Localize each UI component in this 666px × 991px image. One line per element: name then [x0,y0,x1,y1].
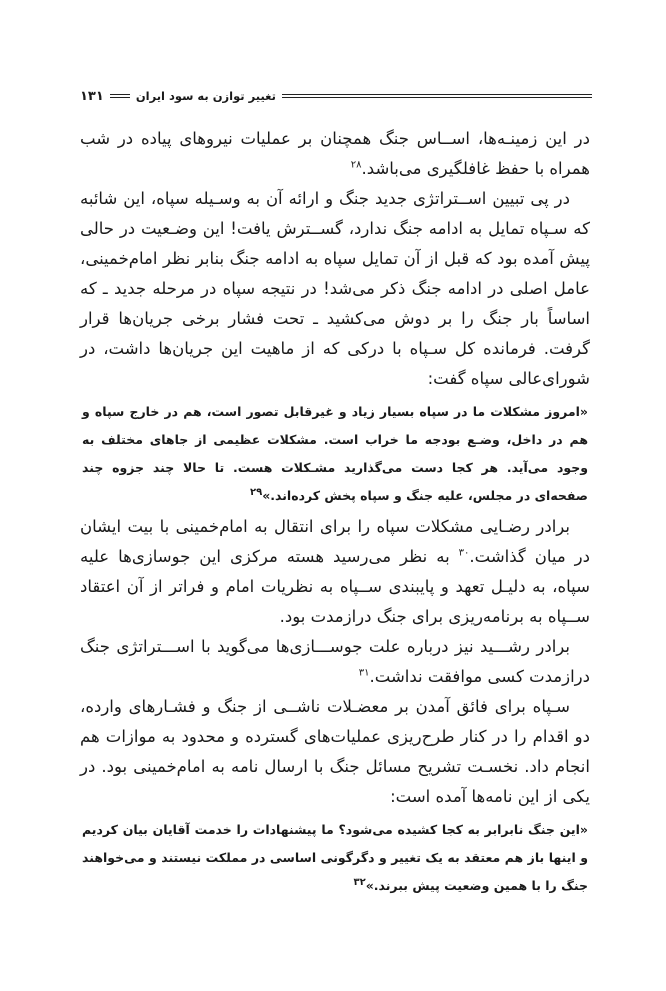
quote-2-text: «این جنگ نابرابر به کجا کشیده می‌شود؟ ما پیشنهادات را خدمت آقایان بیان کردیم و اینها باز هم معتقد به یک تغییر و دگرگونی اساسی در مملکت نیستند و می‌خواهند جنگ را با همین وضعیت پیش ببرند.» [82,822,588,893]
footnote-ref-29: ۲۹ [249,486,263,498]
paragraph-1-text: در این زمینـه‌ها، اســاس جنگ همچنان بر عملیات نیروهای پیاده در شب همراه با حفظ غافلگیری می‌باشد. [80,129,590,178]
page-body [80,124,590,902]
running-header [80,86,592,106]
page-number: ۱۳۱ [80,88,104,104]
footnote-ref-28: ۲۸ [350,159,362,171]
paragraph-4-text: برادر رشـــید نیز درباره علت جوســـازی‌ها می‌گوید با اســـتراتژی جنگ درازمدت کسی موافقت نداشت. [80,637,590,686]
quote-1 [80,398,590,510]
footnote-ref-31: ۳۱ [358,667,370,679]
paragraph-2: در پی تبیین اســتراتژی جدید جنگ و ارائه آن به وسـیله سپاه، این شائبه که سـپاه تمایل به ادامه جنگ ندارد، گســترش یافت! این وضـعیت در حالی پیش آمده بود که قبل از آن تمایل سپاه به ادامه جنگ بنابر نظر امام‌خمینی، عامل اصلی در ادامه جنگ ذکر می‌شد! در نتیجه سپاه در مرحله جدید ـ که اساساً بار جنگ را بر دوش می‌کشید ـ تحت فشار برخی جریان‌ها قرار گرفت. فرمانده کل سـپاه با درکی که از ماهیت این جریان‌ها داشت، در شورای‌عالی سپاه گفت: [80,189,590,388]
paragraph-1 [80,124,590,184]
paragraph-4 [80,632,590,692]
footnote-ref-32: ۳۲ [353,876,366,888]
running-title: تغییر توازن به سود ایران [135,89,276,103]
header-rule-short [110,94,130,98]
footnote-ref-30: ۳۰ [458,547,470,559]
quote-1-text: «امروز مشکلات ما در سپاه بسیار زیاد و غیرقابل تصور است، هم در خارج سپاه و هم در داخل، وضـع بودجه ما خراب است. مشکلات عظیمی از جاهای مختلف به وجود می‌آید. هر کجا دست می‌گذارید مشـکلات هست. تا حالا چند جزوه چند صفحه‌ای در مجلس، علیه جنگ و سپاه پخش کرده‌اند.» [82,404,588,503]
quote-2 [80,816,590,900]
paragraph-3-text-a: برادر رضـایی مشکلات سپاه را برای انتقال به امام‌خمینی با بیت ایشان در میان گذاشت. [80,517,590,566]
paragraph-3 [80,512,590,632]
paragraph-5: سـپاه برای فائق آمدن بر معضـلات ناشــی از جنگ و فشـارهای وارده، دو اقدام را در کنار طرح‌ریزی عملیات‌های گسترده و محدود به موازات هم انجام داد. نخسـت تشریح مسائل جنگ با ارسال نامه به امام‌خمینی بود. در یکی از این نامه‌ها آمده است: [80,697,590,806]
header-rule-long [282,94,592,98]
paragraph-3-text-b: به نظر می‌رسید هسته مرکزی این جوسازی‌ها علیه سپاه، به دلیـل تعهد و پایبندی ســپاه به نظریات امام و فراتر از آن اعتقاد ســپاه به برنامه‌ریزی برای جنگ درازمدت بود. [80,547,590,626]
